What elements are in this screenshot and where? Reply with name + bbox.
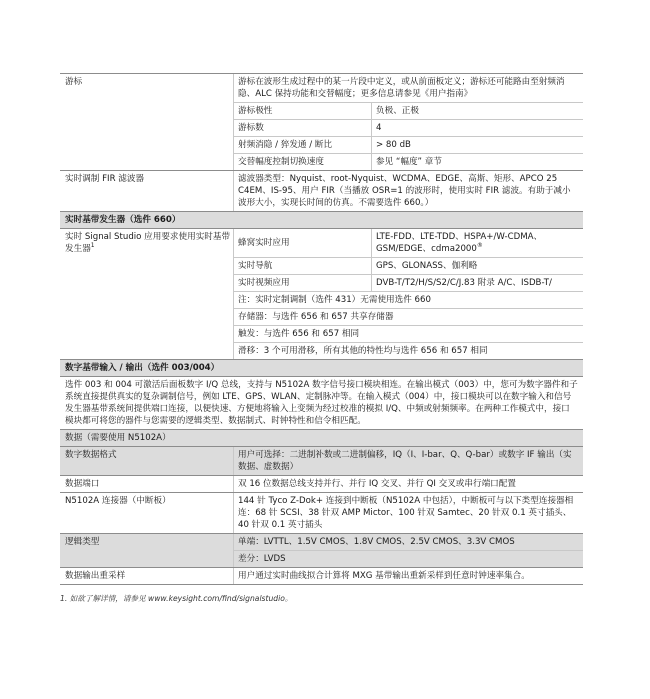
data-row: 数字数据格式 用户可选择：二进制补数或二进制偏移，IQ（I、I-bar、Q、Q-bar）或数字 IF 输出（实数据、虚数据） [60, 446, 583, 475]
data-header: 数据（需要使用 N5102A） [60, 429, 583, 446]
marker-row: 游标数 4 [234, 119, 583, 136]
resample-row: 数据输出重采样 用户通过实时曲线拟合计算将 MXG 基带输出重新采样到任意时钟速率集合。 [60, 567, 583, 585]
fir-section [60, 170, 583, 211]
dio-header: 数字基带输入 / 输出（选件 003/004） [60, 359, 583, 376]
dio-description: 选件 003 和 004 可激活后面板数字 I/Q 总线，支持与 N5102A 数字信号接口模块相连。在输出模式（003）中，您可为数字器件和子系统直接提供真实的复杂调制信号，例如 LTE、GPS、WLAN、定制脉冲等。在输入模式（004）中，接口模块可以在数字输入和信号发生器基带系统间提供端口连接，以便快速、方便地将输入上变频为经过校准的模拟 I/Q、中频或射频频率。在两种工作模式中，接口模块都可将您的器件与您需要的逻辑类型、数据制式、时钟特性和信令相匹配。 [60, 376, 583, 429]
marker-description: 游标在波形生成过程中的某一片段中定义，或从前面板定义；游标还可能路由至射频消隐、ALC 保持功能和交替幅度；更多信息请参见《用户指南》 [238, 77, 565, 99]
rtbb-note: 触发：与选件 656 和 657 相同 [234, 325, 583, 342]
data-row: N5102A 连接器（中断板） 144 针 Tyco Z-Dok+ 连接到中断板（N5102A 中包括），中断板可与以下类型连接器相连：68 针 SCSI、38 针双 AMP Mictor、100 针双 Samtec、20 针双 0.1 英寸插头、40 针双 0.1 英寸插头 [60, 492, 583, 533]
rtbb-row: 蜂窝实时应用 LTE-FDD、LTE-TDD、HSPA+/W-CDMA、GSM/EDGE、cdma2000® [234, 229, 583, 257]
footnote: 1. 如欲了解详情，请参见 www.keysight.com/find/signalstudio。 [60, 594, 293, 603]
marker-row: 交替幅度控制切换速度 参见 “幅度” 章节 [234, 153, 583, 170]
rtbb-note: 注：实时定制调制（选件 431）无需使用选件 660 [234, 291, 583, 308]
marker-row: 游标极性 负极、正极 [234, 102, 583, 119]
rtbb-label: 实时 Signal Studio 应用要求使用实时基带发生器$^1$ [65, 232, 231, 254]
rtbb-section [60, 228, 583, 359]
rtbb-note: 存储器：与选件 656 和 657 共享存储器 [234, 308, 583, 325]
logic-type-row: 逻辑类型 单端：LVTTL、1.5V CMOS、1.8V CMOS、2.5V CMOS、3.3V CMOS 差分：LVDS [60, 533, 583, 567]
marker-row: 射频消隐 / 猝发通 / 断比 > 80 dB [234, 136, 583, 153]
rtbb-row: 实时导航 GPS、GLONASS、伽利略 [234, 257, 583, 274]
data-row: 数据端口 双 16 位数据总线支持并行、并行 IQ 交叉、并行 QI 交叉或串行端口配置 [60, 475, 583, 492]
spec-table [60, 73, 583, 585]
fir-description: 滤波器类型：Nyquist、root-Nyquist、WCDMA、EDGE、高斯、矩形、APCO 25 C4EM、IS-95、用户 FIR（当播放 OSR=1 的波形时，使用实时 FIR 滤波。有助于减小波形大小，实现长时间的仿真。不需要选件 660。） [233, 171, 583, 211]
rtbb-header: 实时基带发生器（选件 660） [60, 211, 583, 228]
marker-section [60, 73, 583, 170]
fir-label: 实时调制 FIR 滤波器 [65, 174, 145, 184]
rtbb-row: 实时视频应用 DVB-T/T2/H/S/S2/C/J.83 附录 A/C、ISDB-T/ [234, 274, 583, 291]
marker-label: 游标 [65, 77, 83, 87]
rtbb-note: 滑移：3 个可用滑移，所有其他的特性均与选件 656 和 657 相同 [234, 342, 583, 359]
